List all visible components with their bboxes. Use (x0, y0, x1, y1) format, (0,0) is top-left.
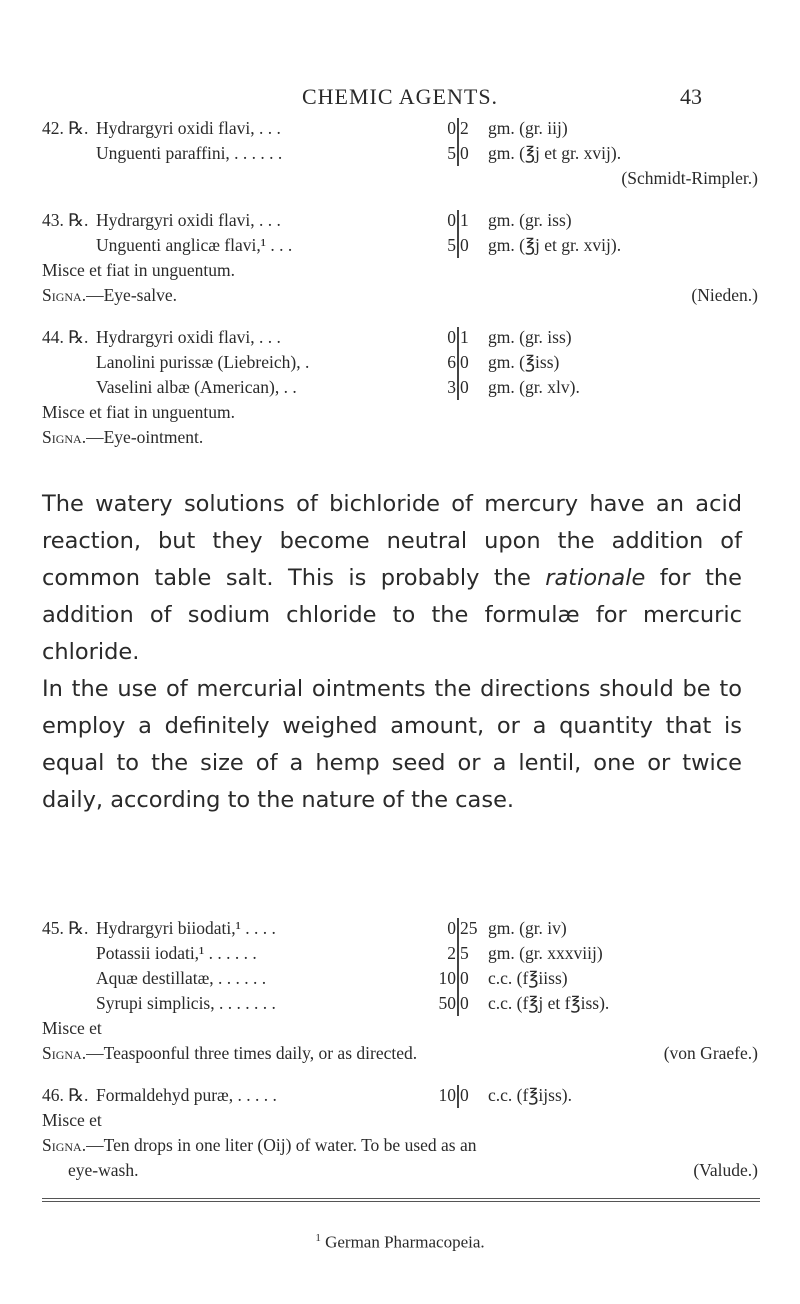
paragraph (42, 486, 742, 671)
rx-amount-int: 2 (447, 943, 456, 963)
emphasis-text: rationale (545, 565, 646, 591)
rx-amount-frac: 0 (460, 1085, 469, 1105)
paragraph-text: The watery solutions of bichloride of mercury have an acid reaction, but they become neutral upon the addition of common table salt. This is probably the (42, 491, 742, 591)
rx-ingredient: Unguenti paraffini, . . . . . . (96, 143, 283, 163)
rx-amount-frac: 0 (460, 352, 469, 372)
paragraph: In the use of mercurial ointments the directions should be to employ a definitely weighed amount, or a quantity that is equal to the size of a hemp seed or a lentil, one or twice daily, according to the nature of the case. (42, 676, 742, 813)
signa-text: —Eye-salve. (86, 285, 177, 305)
rx-amount-frac: 0 (460, 968, 469, 988)
signa-label: Signa. (42, 1135, 87, 1155)
amount-divider (457, 918, 459, 1016)
amount-divider (457, 327, 459, 400)
signa-text: —Ten drops in one liter (Oij) of water. To be used as an (86, 1135, 477, 1155)
rx-number: 45. ℞. (42, 918, 89, 938)
signa-text: —Teaspoonful three times daily, or as directed. (86, 1043, 418, 1063)
rx-unit: c.c. (f℥iiss) (488, 968, 568, 988)
rx-unit: gm. (℥j et gr. xvij). (488, 235, 622, 255)
rx-amount-frac: 0 (460, 993, 469, 1013)
rx-ingredient: Hydrargyri oxidi flavi, . . . (96, 327, 281, 347)
rx-signa-continued: eye-wash. (68, 1160, 139, 1180)
rx-amount-int: 0 (447, 327, 456, 347)
rx-amount-frac: 2 (460, 118, 469, 138)
rx-amount-frac: 25 (460, 918, 478, 938)
rx-unit: gm. (gr. iv) (488, 918, 567, 938)
rx-amount-frac: 1 (460, 210, 469, 230)
body-paragraphs (42, 486, 742, 819)
rx-ingredient: Syrupi simplicis, . . . . . . . (96, 993, 276, 1013)
rx-ingredient: Hydrargyri oxidi flavi, . . . (96, 210, 281, 230)
rx-amount-int: 5 (447, 235, 456, 255)
rx-unit: gm. (gr. xlv). (488, 377, 580, 397)
rx-credit: (von Graefe.) (663, 1043, 758, 1063)
amount-divider (457, 1085, 459, 1108)
page-number: 43 (680, 84, 702, 109)
rx-ingredient: Lanolini purissæ (Liebreich), . (96, 352, 310, 372)
rx-amount-frac: 0 (460, 377, 469, 397)
rx-amount-int: 5 (447, 143, 456, 163)
footnote (0, 1232, 800, 1253)
rx-credit: (Nieden.) (691, 285, 758, 305)
rx-ingredient: Hydrargyri oxidi flavi, . . . (96, 118, 281, 138)
rx-amount-int: 50 (438, 993, 456, 1013)
rx-misce: Misce et fiat in unguentum. (42, 260, 235, 280)
paragraph-text: for the addition of sodium chloride to the formulæ for mercuric chloride. (42, 565, 742, 665)
rx-amount-int: 10 (438, 1085, 456, 1105)
rx-amount-int: 3 (447, 377, 456, 397)
rx-amount-frac: 1 (460, 327, 469, 347)
rx-misce: Misce et fiat in unguentum. (42, 402, 235, 422)
rx-signa (42, 1133, 477, 1158)
footnote-rule (42, 1198, 760, 1199)
rx-amount-int: 6 (447, 352, 456, 372)
rx-number: 42. ℞. (42, 118, 89, 138)
rx-ingredient: Vaselini albæ (American), . . (96, 377, 297, 397)
rx-amount-frac: 5 (460, 943, 469, 963)
rx-amount-int: 10 (438, 968, 456, 988)
rx-unit: gm. (gr. iij) (488, 118, 568, 138)
rx-unit: c.c. (f℥j et f℥iss). (488, 993, 610, 1013)
rx-unit: gm. (gr. iss) (488, 327, 572, 347)
rx-unit: gm. (gr. xxxviij) (488, 943, 603, 963)
rx-signa (42, 425, 203, 450)
rx-number: 43. ℞. (42, 210, 89, 230)
rx-amount-int: 0 (447, 118, 456, 138)
rx-ingredient: Potassii iodati,¹ . . . . . . (96, 943, 257, 963)
rx-ingredient: Unguenti anglicæ flavi,¹ . . . (96, 235, 293, 255)
rx-credit: (Valude.) (693, 1160, 758, 1180)
amount-divider (457, 210, 459, 258)
rx-misce: Misce et (42, 1110, 102, 1130)
rx-number: 46. ℞. (42, 1085, 89, 1105)
rx-number: 44. ℞. (42, 327, 89, 347)
rx-unit: gm. (℥j et gr. xvij). (488, 143, 622, 163)
rx-ingredient: Aquæ destillatæ, . . . . . . (96, 968, 267, 988)
rx-signa (42, 1041, 417, 1066)
rx-misce: Misce et (42, 1018, 102, 1038)
rx-amount-int: 0 (447, 210, 456, 230)
footnote-text: German Pharmacopeia. (320, 1232, 485, 1252)
rx-unit: gm. (℥iss) (488, 352, 560, 372)
rx-amount-frac: 0 (460, 235, 469, 255)
footnote-rule (42, 1201, 760, 1202)
rx-amount-frac: 0 (460, 143, 469, 163)
rx-signa (42, 283, 177, 308)
running-head: CHEMIC AGENTS. (301, 84, 499, 109)
rx-unit: gm. (gr. iss) (488, 210, 572, 230)
signa-label: Signa. (42, 285, 87, 305)
signa-text: —Eye-ointment. (86, 427, 204, 447)
rx-amount-int: 0 (447, 918, 456, 938)
signa-label: Signa. (42, 1043, 87, 1063)
rx-ingredient: Formaldehyd puræ, . . . . . (96, 1085, 277, 1105)
amount-divider (457, 118, 459, 166)
footnote-marker: 1 (315, 1232, 321, 1244)
signa-label: Signa. (42, 427, 87, 447)
rx-ingredient: Hydrargyri biiodati,¹ . . . . (96, 918, 276, 938)
rx-unit: c.c. (f℥ijss). (488, 1085, 572, 1105)
rx-credit: (Schmidt-Rimpler.) (621, 168, 758, 188)
